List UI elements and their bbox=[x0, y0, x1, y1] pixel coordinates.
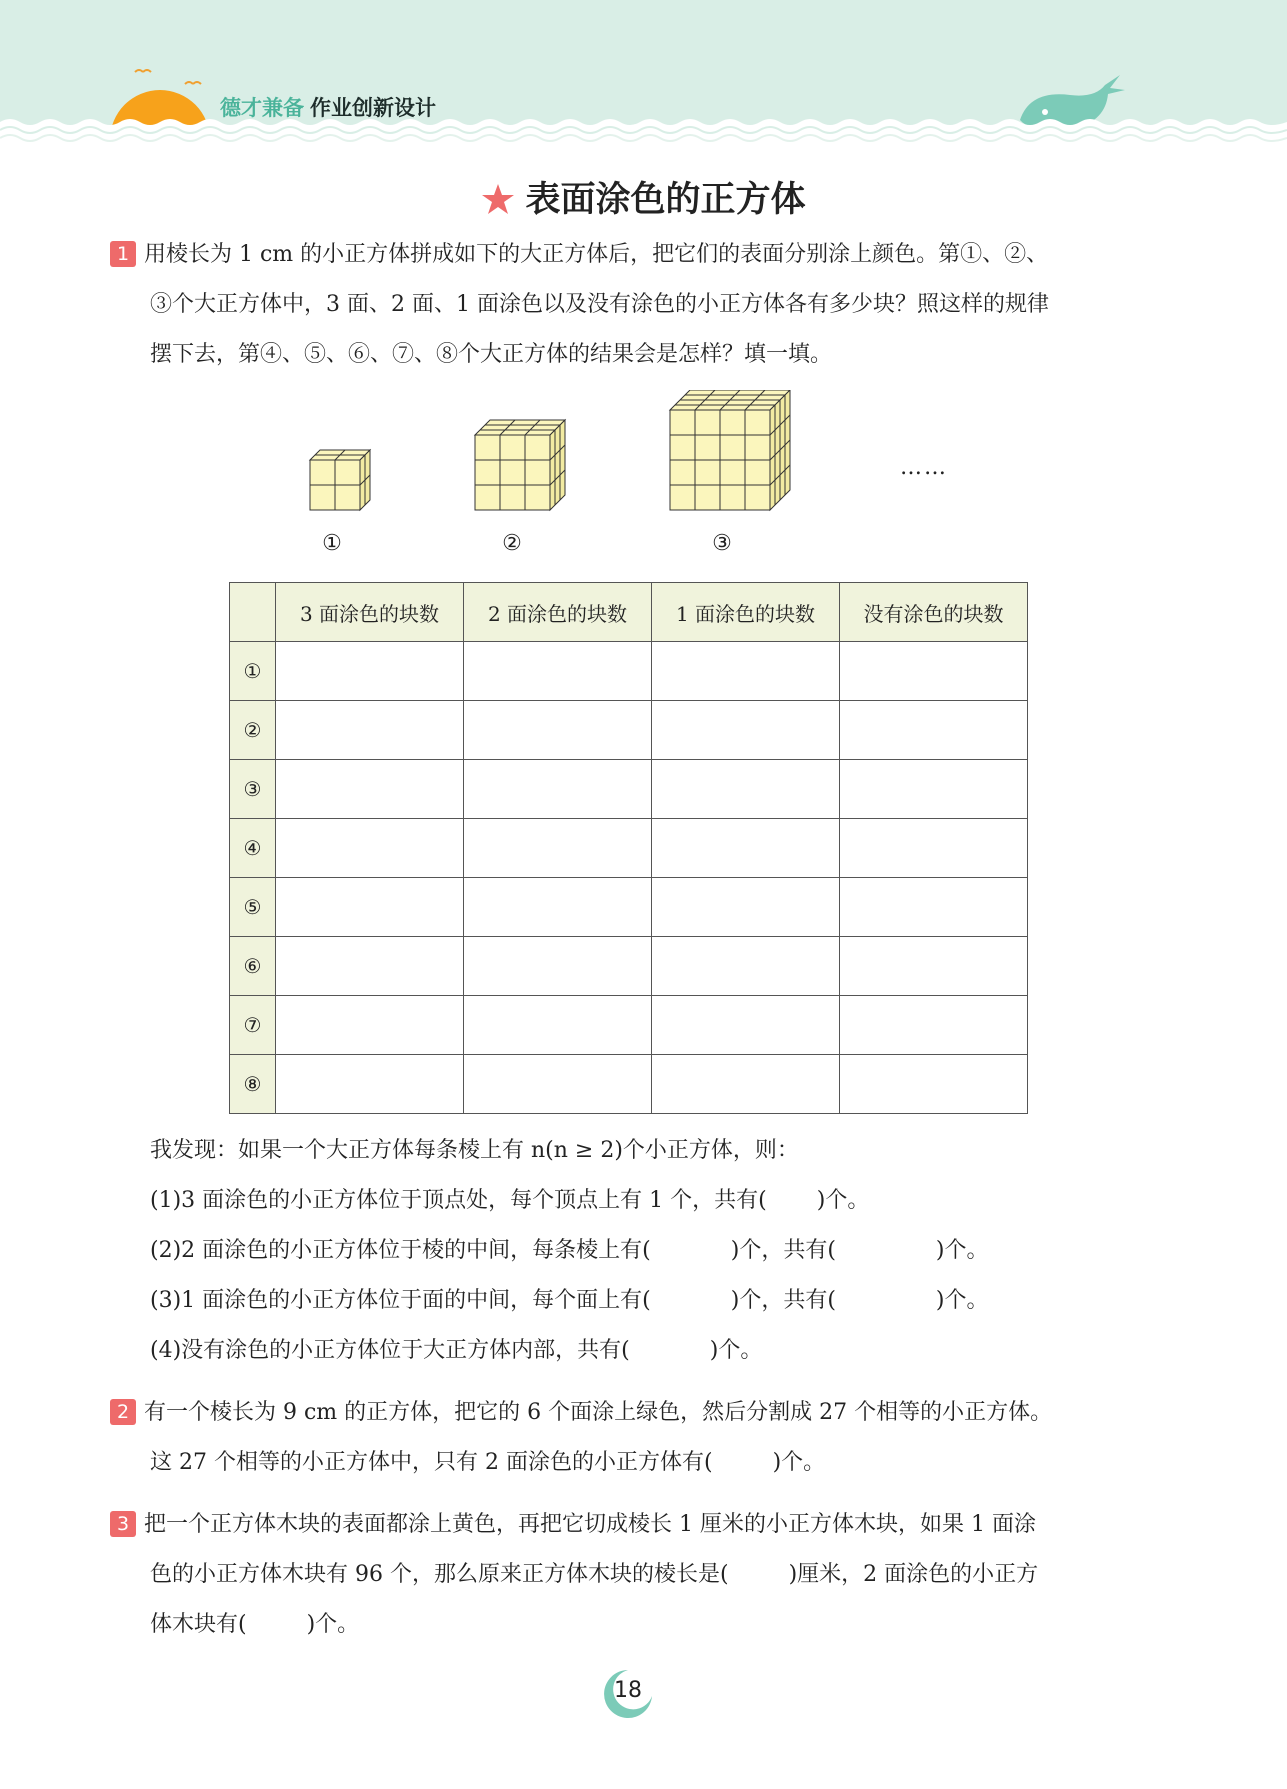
header-3-faces: 3 面涂色的块数 bbox=[276, 583, 464, 642]
q3-line-3 bbox=[110, 1600, 1150, 1650]
q1-line-2: ③个大正方体中，3 面、2 面、1 面涂色以及没有涂色的小正方体各有多少块？照这样的规律 bbox=[150, 292, 1049, 317]
q2-line-1 bbox=[110, 1388, 1150, 1438]
item2-text-a: (2)2 面涂色的小正方体位于棱的中间，每条棱上有( bbox=[150, 1238, 651, 1263]
answer-cell[interactable] bbox=[840, 760, 1028, 819]
discovery-intro: 我发现：如果一个大正方体每条棱上有 n(n ≥ 2)个小正方体，则： bbox=[150, 1138, 799, 1163]
q1-line-3: 摆下去，第④、⑤、⑥、⑦、⑧个大正方体的结果会是怎样？填一填。 bbox=[150, 342, 833, 367]
row-label: ④ bbox=[230, 819, 276, 878]
q1-text-1: 用棱长为 1 cm 的小正方体拼成如下的大正方体后，把它们的表面分别涂上颜色。第①、②、 bbox=[144, 242, 1049, 267]
discovery-item-4 bbox=[150, 1326, 1190, 1376]
answer-cell[interactable] bbox=[464, 996, 652, 1055]
row-label: ① bbox=[230, 642, 276, 701]
answer-cell[interactable] bbox=[652, 937, 840, 996]
answer-cell[interactable] bbox=[276, 878, 464, 937]
q3-text-3b: )个。 bbox=[306, 1612, 360, 1637]
answer-cell[interactable] bbox=[276, 642, 464, 701]
q2-line-2 bbox=[110, 1438, 1150, 1488]
table-row bbox=[230, 878, 1028, 937]
discovery-item-1 bbox=[150, 1176, 1190, 1226]
discovery-section bbox=[150, 1126, 1190, 1376]
answer-cell[interactable] bbox=[464, 878, 652, 937]
figure-label-1: ① bbox=[322, 531, 342, 556]
question-3 bbox=[110, 1500, 1150, 1650]
cube-figure-3 bbox=[670, 390, 790, 510]
answer-cell[interactable] bbox=[464, 819, 652, 878]
item3-text-c: )个。 bbox=[935, 1288, 989, 1313]
brand-dark: 作业创新设计 bbox=[310, 96, 436, 120]
answer-cell[interactable] bbox=[276, 760, 464, 819]
table-row bbox=[230, 996, 1028, 1055]
figure-label-3: ③ bbox=[712, 531, 732, 556]
q2-text-2b: )个。 bbox=[772, 1450, 826, 1475]
table-row bbox=[230, 937, 1028, 996]
answer-cell[interactable] bbox=[652, 878, 840, 937]
answer-cell[interactable] bbox=[276, 701, 464, 760]
answer-table bbox=[229, 582, 1028, 1114]
page-title bbox=[0, 172, 1287, 222]
q3-text-3a: 体木块有( bbox=[150, 1612, 247, 1637]
table-row bbox=[230, 1055, 1028, 1114]
answer-cell[interactable] bbox=[276, 996, 464, 1055]
q1-line-1 bbox=[110, 230, 1150, 280]
q3-text-2b: )厘米，2 面涂色的小正方 bbox=[788, 1562, 1039, 1587]
item4-text-a: (4)没有涂色的小正方体位于大正方体内部，共有( bbox=[150, 1338, 630, 1363]
answer-cell[interactable] bbox=[652, 701, 840, 760]
discovery-item-2 bbox=[150, 1226, 1190, 1276]
page-number-text: 18 bbox=[614, 1678, 642, 1703]
discovery-item-3 bbox=[150, 1276, 1190, 1326]
page-number bbox=[600, 1666, 656, 1722]
q2-text-1: 有一个棱长为 9 cm 的正方体，把它的 6 个面涂上绿色，然后分割成 27 个相等的小正方体。 bbox=[144, 1400, 1053, 1425]
answer-cell[interactable] bbox=[840, 937, 1028, 996]
wave-divider bbox=[0, 112, 1287, 158]
answer-cell[interactable] bbox=[652, 760, 840, 819]
answer-cell[interactable] bbox=[464, 760, 652, 819]
answer-cell[interactable] bbox=[652, 642, 840, 701]
row-label: ⑥ bbox=[230, 937, 276, 996]
cube-figure-1 bbox=[310, 450, 370, 510]
cube-figures bbox=[300, 390, 1000, 560]
question-1 bbox=[110, 230, 1150, 380]
header-2-faces: 2 面涂色的块数 bbox=[464, 583, 652, 642]
figure-label-2: ② bbox=[502, 531, 522, 556]
answer-cell[interactable] bbox=[652, 996, 840, 1055]
header-1-face: 1 面涂色的块数 bbox=[652, 583, 840, 642]
answer-cell[interactable] bbox=[464, 642, 652, 701]
item1-text-a: (1)3 面涂色的小正方体位于顶点处，每个顶点上有 1 个，共有( bbox=[150, 1188, 767, 1213]
q3-text-1: 把一个正方体木块的表面都涂上黄色，再把它切成棱长 1 厘米的小正方体木块，如果 1 面涂 bbox=[144, 1512, 1036, 1537]
header-no-face: 没有涂色的块数 bbox=[840, 583, 1028, 642]
answer-cell[interactable] bbox=[276, 819, 464, 878]
item2-text-b: )个，共有( bbox=[730, 1238, 836, 1263]
question-number-3: 3 bbox=[110, 1511, 136, 1537]
table-header-row bbox=[230, 583, 1028, 642]
title-text: 表面涂色的正方体 bbox=[525, 180, 806, 220]
cube-figure-2 bbox=[475, 420, 565, 510]
answer-cell[interactable] bbox=[464, 701, 652, 760]
row-label: ③ bbox=[230, 760, 276, 819]
answer-cell[interactable] bbox=[840, 701, 1028, 760]
answer-cell[interactable] bbox=[840, 819, 1028, 878]
brand-green: 德才兼备 bbox=[220, 96, 304, 120]
table-row bbox=[230, 760, 1028, 819]
row-label: ⑤ bbox=[230, 878, 276, 937]
answer-cell[interactable] bbox=[276, 937, 464, 996]
table-row bbox=[230, 701, 1028, 760]
question-2 bbox=[110, 1388, 1150, 1488]
item4-text-b: )个。 bbox=[709, 1338, 763, 1363]
answer-cell[interactable] bbox=[840, 1055, 1028, 1114]
question-number-2: 2 bbox=[110, 1399, 136, 1425]
q3-line-2 bbox=[110, 1550, 1150, 1600]
table-row bbox=[230, 819, 1028, 878]
answer-cell[interactable] bbox=[276, 1055, 464, 1114]
row-label: ⑦ bbox=[230, 996, 276, 1055]
brand-title bbox=[220, 92, 436, 122]
corner-cell bbox=[230, 583, 276, 642]
q3-line-1 bbox=[110, 1500, 1150, 1550]
item1-text-b: )个。 bbox=[816, 1188, 870, 1213]
item3-text-b: )个，共有( bbox=[730, 1288, 836, 1313]
row-label: ⑧ bbox=[230, 1055, 276, 1114]
table-row bbox=[230, 642, 1028, 701]
answer-cell[interactable] bbox=[840, 878, 1028, 937]
answer-cell[interactable] bbox=[464, 1055, 652, 1114]
answer-cell[interactable] bbox=[840, 642, 1028, 701]
star-icon bbox=[481, 183, 515, 215]
ellipsis: …… bbox=[900, 455, 948, 480]
question-number-1: 1 bbox=[110, 241, 136, 267]
answer-cell[interactable] bbox=[652, 819, 840, 878]
answer-cell[interactable] bbox=[652, 1055, 840, 1114]
q3-text-2a: 色的小正方体木块有 96 个，那么原来正方体木块的棱长是( bbox=[150, 1562, 729, 1587]
q2-text-2a: 这 27 个相等的小正方体中，只有 2 面涂色的小正方体有( bbox=[150, 1450, 713, 1475]
answer-cell[interactable] bbox=[840, 996, 1028, 1055]
row-label: ② bbox=[230, 701, 276, 760]
item3-text-a: (3)1 面涂色的小正方体位于面的中间，每个面上有( bbox=[150, 1288, 651, 1313]
answer-cell[interactable] bbox=[464, 937, 652, 996]
item2-text-c: )个。 bbox=[935, 1238, 989, 1263]
